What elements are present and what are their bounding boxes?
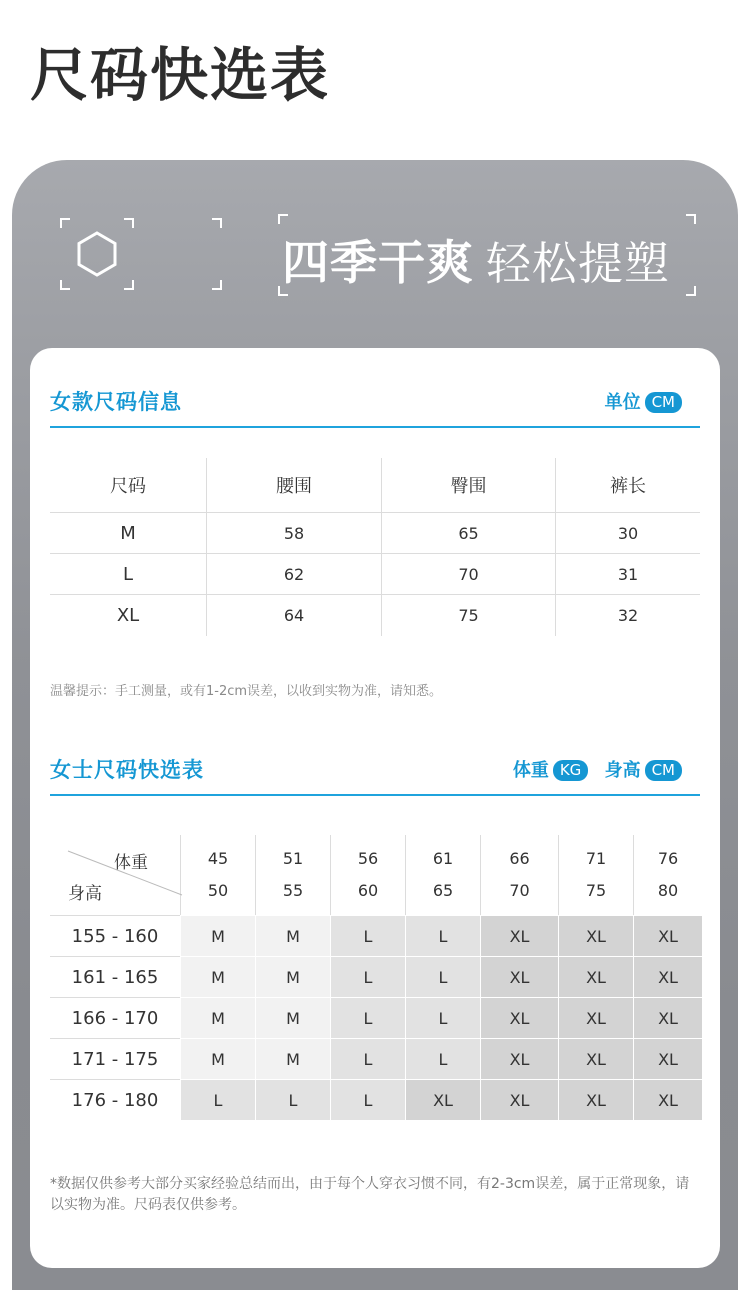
size-cell: L [330,1079,405,1120]
size-cell: L [330,915,405,956]
weight-range-header [255,835,330,915]
page-title: 尺码快选表 [30,41,331,109]
height-range-label: 155 - 160 [50,915,180,956]
size-cell: M [180,956,255,997]
size-cell: XL [480,956,558,997]
table-cell: XL [116,605,140,626]
table-row [50,554,700,595]
weight-range-header [633,835,702,915]
table-cell: 58 [206,513,381,553]
size-cell: M [180,1038,255,1079]
size-cell: XL [633,1038,702,1079]
size-cell: L [330,1038,405,1079]
weight-from: 71 [585,849,607,868]
table-cell: 31 [555,554,700,594]
size-cell: L [330,997,405,1038]
slogan-frame [278,214,696,296]
table-row [50,595,700,636]
size-cell: L [405,997,480,1038]
size-cell: M [180,915,255,956]
weight-range-header [330,835,405,915]
size-cell: XL [558,997,633,1038]
weight-range-header [558,835,633,915]
size-cell: XL [558,1079,633,1120]
icon-frame-right [152,218,222,290]
weight-to: 70 [509,881,530,900]
size-cell: L [405,1038,480,1079]
size-cell: L [405,956,480,997]
weight-unit-badge: KG [553,760,588,781]
disclaimer-note: *数据仅供参考大部分买家经验总结而出，由于每个人穿衣习惯不同，有2-3cm误差，属于正常现象，请以实物为准。尺码表仅供参考。 [50,1176,690,1213]
weight-to: 65 [432,881,454,900]
corner-height-label: 身高 [68,884,102,904]
table-header-cell: 腰围 [206,458,381,512]
size-cell: XL [480,1079,558,1120]
weight-from: 51 [282,849,304,868]
weight-label: 体重 [512,760,549,781]
table-cell: 75 [381,595,555,636]
size-cell: XL [480,1038,558,1079]
unit-label: 单位 [604,392,641,413]
weight-from: 66 [509,849,530,868]
measurement-note: 温馨提示：手工测量，或有1-2cm误差，以收到实物为准，请知悉。 [50,684,443,699]
height-unit-badge: CM [645,760,682,781]
size-cell: L [180,1079,255,1120]
table-cell: 70 [381,554,555,594]
height-range-label: 166 - 170 [50,997,180,1038]
weight-from: 76 [657,849,679,868]
size-cell: XL [633,997,702,1038]
slogan [282,226,670,293]
height-label: 身高 [604,760,641,781]
section2-header [50,752,700,796]
section2-units [513,756,682,782]
size-cell: L [330,956,405,997]
size-cell: XL [480,915,558,956]
slogan-light: 轻松提塑 [486,237,671,290]
hexagon-icon [72,229,122,279]
size-info-table [50,458,700,636]
corner-cell [50,835,180,915]
size-row [50,1079,702,1120]
size-row [50,1038,702,1079]
weight-range-header [405,835,480,915]
size-cell: M [255,997,330,1038]
table-header-row [50,458,700,513]
weight-to: 55 [282,881,304,900]
size-cell: XL [558,1038,633,1079]
weight-to: 50 [207,881,229,900]
weight-to: 75 [585,881,607,900]
weight-range-header [480,835,558,915]
height-range-label: 171 - 175 [50,1038,180,1079]
section1-header [50,384,700,428]
size-cell: XL [633,915,702,956]
table-row [50,513,700,554]
size-row [50,997,702,1038]
table-header-cell: 臀围 [381,458,555,512]
unit-badge: CM [645,392,682,413]
weight-header-row [50,835,702,915]
table-cell: 65 [381,513,555,553]
size-cell: XL [633,956,702,997]
size-cell: M [255,1038,330,1079]
table-cell: 62 [206,554,381,594]
size-cell: L [255,1079,330,1120]
table-cell: 30 [555,513,700,553]
section1-title: 女款尺码信息 [50,390,182,414]
height-range-label: 176 - 180 [50,1079,180,1120]
size-cell: M [255,956,330,997]
section2-title: 女士尺码快选表 [50,758,204,782]
height-range-label: 161 - 165 [50,956,180,997]
table-cell: 32 [555,595,700,636]
table-header-cell: 尺码 [110,476,146,497]
weight-from: 61 [432,849,454,868]
size-cell: XL [633,1079,702,1120]
size-cell: XL [405,1079,480,1120]
weight-from: 45 [207,849,229,868]
size-cell: XL [558,956,633,997]
table-cell: L [122,563,134,585]
weight-from: 56 [357,849,379,868]
weight-range-header [180,835,255,915]
table-cell: 64 [206,595,381,636]
size-cell: XL [558,915,633,956]
slogan-bold: 四季干爽 [282,236,474,291]
weight-to: 80 [657,881,679,900]
table-cell: M [120,522,136,544]
size-cell: M [180,997,255,1038]
icon-frame [60,218,134,290]
weight-to: 60 [357,881,379,900]
size-cell: XL [480,997,558,1038]
size-row [50,915,702,956]
size-cell: M [255,915,330,956]
section1-unit [605,388,682,414]
table-header-cell: 裤长 [555,458,700,512]
size-card [30,348,720,1268]
corner-weight-label: 体重 [114,853,148,873]
size-selector-table [50,835,702,1120]
size-row [50,956,702,997]
size-cell: L [405,915,480,956]
